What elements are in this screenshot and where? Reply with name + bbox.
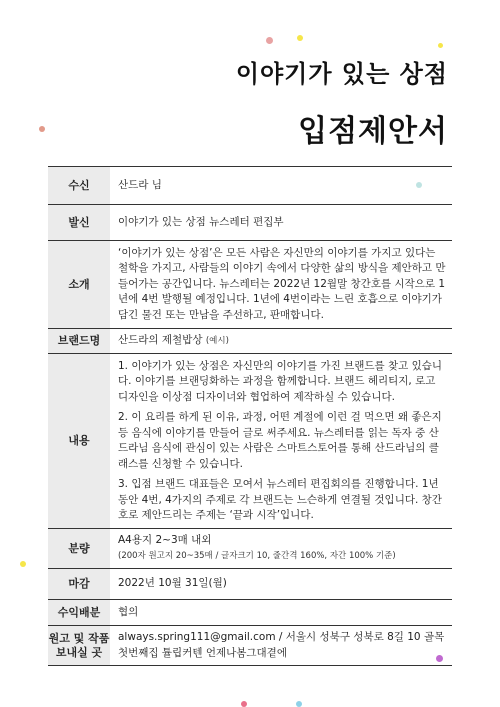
sender-label: 발신 xyxy=(48,205,110,241)
row-deadline xyxy=(48,569,452,600)
brand-name-note: (예시) xyxy=(205,335,229,346)
submit-label xyxy=(48,626,110,666)
row-revenue xyxy=(48,600,452,626)
submit-label-line: 원고 및 작품 xyxy=(48,631,110,645)
length-label: 분량 xyxy=(48,529,110,569)
document-title: 입점제안서 xyxy=(298,114,448,149)
brand-title: 이야기가 있는 상점 xyxy=(235,60,448,88)
content-value xyxy=(110,354,452,529)
decorative-dot xyxy=(20,561,26,567)
decorative-dot xyxy=(438,43,443,48)
row-submit xyxy=(48,626,452,666)
content-paragraph: 1. 이야기가 있는 상점은 자신만의 이야기를 가진 브랜드를 찾고 있습니다. 이야기를 브랜딩화하는 과정을 함께합니다. 브랜드 헤리티지, 로고 디자인을 이상점 디자이너와 협업하여 제작하실 수 있습니다. xyxy=(118,359,443,403)
content-paragraph: 3. 입점 브랜드 대표들은 모여서 뉴스레터 편집회의를 진행합니다. 1년동안 4번, 4가지의 주제로 각 브랜드는 느슨하게 연결될 것입니다. 창간호로 제안드리는 주제는 ‘끝과 시작’입니다. xyxy=(118,478,442,521)
submit-address-line: always.spring111@gmail.com / 서울시 성북구 성북로 8길 10 골목 xyxy=(118,631,445,643)
submit-address-line: 첫번째집 튤립커텐 언제나봄그대곁에 xyxy=(118,646,287,659)
submit-label-line: 보내실 곳 xyxy=(55,645,103,659)
content-label: 내용 xyxy=(48,354,110,529)
revenue-label: 수익배분 xyxy=(48,600,110,626)
revenue-value: 협의 xyxy=(118,605,139,618)
sender-value: 이야기가 있는 상점 뉴스레터 편집부 xyxy=(118,215,284,228)
decorative-dot xyxy=(297,35,303,41)
intro-value: ‘이야기가 있는 상점’은 모든 사람은 자신만의 이야기를 가지고 있다는 철학을 가지고, 사람들의 이야기 속에서 다양한 삶의 방식을 제안하고 만들어가는 공간입니다. 뉴스레터는 2022년 12월말 창간호를 시작으로 1년에 4번 발행될 예정입니다. 1년에 4번이라는 느린 호흡으로 이야기가 담긴 물건 또는 만남을 주선하고, 판매합니다. xyxy=(118,246,446,321)
row-length xyxy=(48,529,452,569)
decorative-dot xyxy=(241,701,247,707)
row-sender xyxy=(48,205,452,241)
brand-name-label: 브랜드명 xyxy=(48,329,110,354)
row-content xyxy=(48,354,452,529)
brand-name-text: 산드라의 제철밥상 xyxy=(118,333,203,346)
content-paragraph: 2. 이 요리를 하게 된 이유, 과정, 어떤 계절에 이런 걸 먹으면 왜 좋은지 등 음식에 이야기를 만들어 글로 써주세요. 뉴스레터를 읽는 독자 중 산드라님 음식에 관심이 있는 사람은 스마트스토어를 통해 산드라님의 클래스를 신청할 수 있습니다. xyxy=(118,411,442,470)
row-intro xyxy=(48,241,452,329)
recipient-label: 수신 xyxy=(48,167,110,205)
length-value xyxy=(110,529,452,569)
decorative-dot xyxy=(266,37,273,44)
deadline-label: 마감 xyxy=(48,569,110,600)
decorative-dot xyxy=(39,126,45,132)
row-brand-name xyxy=(48,329,452,354)
brand-name-value xyxy=(110,329,452,354)
intro-label: 소개 xyxy=(48,241,110,329)
recipient-value: 산드라 님 xyxy=(118,178,162,191)
length-text: A4용지 2~3매 내외 xyxy=(118,534,212,546)
row-recipient xyxy=(48,167,452,205)
deadline-value: 2022년 10월 31일(월) xyxy=(118,577,227,590)
submit-value xyxy=(110,626,452,666)
proposal-form-table xyxy=(48,166,452,666)
decorative-dot xyxy=(296,701,302,707)
length-note: (200자 원고지 20~35매 / 글자크기 10, 줄간격 160%, 자간 100% 기준) xyxy=(118,550,396,561)
